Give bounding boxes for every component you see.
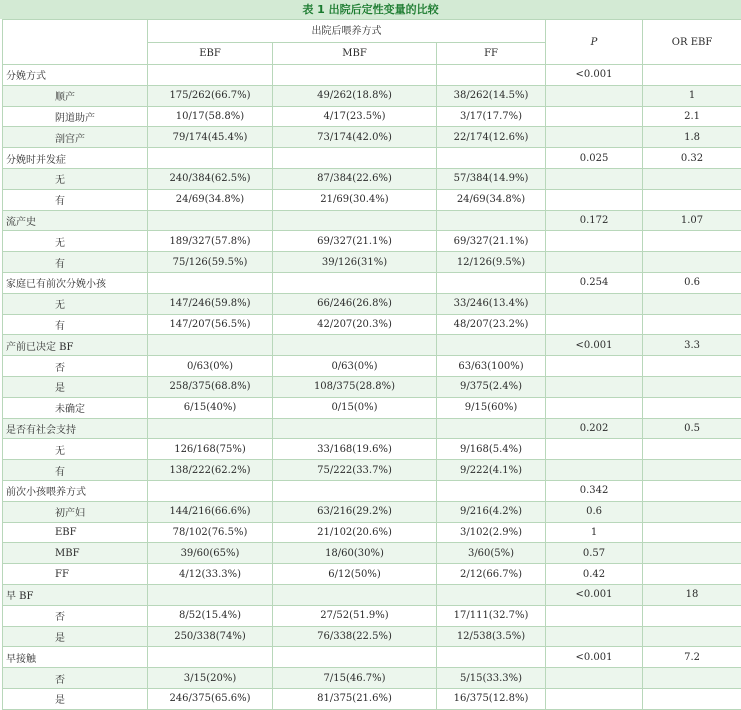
row-label: 早接触: [3, 647, 148, 668]
ebf-cell: [148, 418, 273, 439]
or-cell: [643, 168, 741, 189]
mbf-cell: 75/222(33.7%): [273, 460, 437, 481]
row-label: 未确定: [3, 397, 148, 418]
ff-cell: [437, 335, 546, 356]
ebf-cell: [148, 272, 273, 293]
p-value-cell: 0.6: [546, 501, 643, 522]
mbf-cell: 76/338(22.5%): [273, 626, 437, 647]
ebf-cell: 39/60(65%): [148, 543, 273, 564]
row-label: 产前已决定 BF: [3, 335, 148, 356]
ff-cell: 57/384(14.9%): [437, 168, 546, 189]
p-value-cell: [546, 106, 643, 127]
row-label: 有: [3, 189, 148, 210]
ebf-cell: 8/52(15.4%): [148, 605, 273, 626]
ebf-cell: [148, 480, 273, 501]
p-value-cell: 1: [546, 522, 643, 543]
row-label: 有: [3, 314, 148, 335]
mbf-cell: 69/327(21.1%): [273, 231, 437, 252]
ff-cell: 5/15(33.3%): [437, 668, 546, 689]
ebf-cell: [148, 210, 273, 231]
ebf-cell: [148, 335, 273, 356]
p-value-cell: 0.202: [546, 418, 643, 439]
table-row: [3, 293, 741, 314]
or-cell: [643, 356, 741, 377]
ff-cell: 17/111(32.7%): [437, 605, 546, 626]
ebf-cell: 175/262(66.7%): [148, 85, 273, 106]
ebf-cell: 258/375(68.8%): [148, 376, 273, 397]
ff-cell: 3/17(17.7%): [437, 106, 546, 127]
p-value-cell: [546, 376, 643, 397]
mbf-cell: 0/63(0%): [273, 356, 437, 377]
mbf-cell: 42/207(20.3%): [273, 314, 437, 335]
table-row: [3, 668, 741, 689]
row-label: 是: [3, 688, 148, 709]
row-label: EBF: [3, 522, 148, 543]
or-cell: [643, 397, 741, 418]
p-value-cell: <0.001: [546, 647, 643, 668]
ff-cell: 48/207(23.2%): [437, 314, 546, 335]
ebf-cell: 24/69(34.8%): [148, 189, 273, 210]
row-label: 前次小孩喂养方式: [3, 480, 148, 501]
or-cell: [643, 65, 741, 86]
mbf-cell: 66/246(26.8%): [273, 293, 437, 314]
mbf-cell: [273, 418, 437, 439]
row-label: 无: [3, 231, 148, 252]
p-value-cell: [546, 252, 643, 273]
ff-cell: 12/126(9.5%): [437, 252, 546, 273]
table-row: [3, 85, 741, 106]
mbf-cell: 21/102(20.6%): [273, 522, 437, 543]
table-row: [3, 501, 741, 522]
ff-cell: 3/102(2.9%): [437, 522, 546, 543]
p-value-cell: [546, 168, 643, 189]
ff-cell: [437, 480, 546, 501]
mbf-cell: 39/126(31%): [273, 252, 437, 273]
mbf-cell: [273, 210, 437, 231]
or-cell: [643, 376, 741, 397]
p-value-cell: 0.342: [546, 480, 643, 501]
row-label: 否: [3, 668, 148, 689]
or-cell: 0.32: [643, 148, 741, 169]
mbf-cell: 81/375(21.6%): [273, 688, 437, 709]
row-label: 分娩方式: [3, 65, 148, 86]
or-cell: [643, 252, 741, 273]
row-label: 是: [3, 626, 148, 647]
row-label: 剖宫产: [3, 127, 148, 148]
ff-cell: 16/375(12.8%): [437, 688, 546, 709]
p-value-cell: [546, 189, 643, 210]
ff-cell: [437, 647, 546, 668]
mbf-cell: 108/375(28.8%): [273, 376, 437, 397]
ebf-cell: 138/222(62.2%): [148, 460, 273, 481]
p-value-cell: [546, 85, 643, 106]
or-cell: [643, 293, 741, 314]
ff-cell: 24/69(34.8%): [437, 189, 546, 210]
ff-cell: 2/12(66.7%): [437, 564, 546, 585]
ff-cell: 12/538(3.5%): [437, 626, 546, 647]
ebf-cell: [148, 647, 273, 668]
ebf-cell: 6/15(40%): [148, 397, 273, 418]
ebf-cell: [148, 65, 273, 86]
row-label: 顺产: [3, 85, 148, 106]
mbf-cell: [273, 335, 437, 356]
or-cell: 0.6: [643, 272, 741, 293]
table-row: [3, 397, 741, 418]
table-row: [3, 252, 741, 273]
or-cell: [643, 605, 741, 626]
mbf-cell: 6/12(50%): [273, 564, 437, 585]
table-row: [3, 272, 741, 293]
ff-cell: [437, 65, 546, 86]
p-header: P: [546, 20, 643, 65]
p-value-cell: [546, 397, 643, 418]
or-cell: [643, 564, 741, 585]
ff-cell: 9/168(5.4%): [437, 439, 546, 460]
row-label: 无: [3, 293, 148, 314]
ff-cell: [437, 210, 546, 231]
ebf-cell: 240/384(62.5%): [148, 168, 273, 189]
or-cell: [643, 626, 741, 647]
table-row: [3, 460, 741, 481]
ff-cell: 3/60(5%): [437, 543, 546, 564]
row-label: FF: [3, 564, 148, 585]
row-label: 有: [3, 460, 148, 481]
mbf-cell: 4/17(23.5%): [273, 106, 437, 127]
ebf-cell: [148, 584, 273, 605]
or-cell: [643, 522, 741, 543]
ff-header: FF: [437, 43, 546, 65]
row-label: 流产史: [3, 210, 148, 231]
table-row: [3, 148, 741, 169]
ff-cell: 9/375(2.4%): [437, 376, 546, 397]
or-cell: [643, 460, 741, 481]
mbf-cell: 33/168(19.6%): [273, 439, 437, 460]
mbf-cell: [273, 584, 437, 605]
p-value-cell: [546, 356, 643, 377]
p-value-cell: [546, 293, 643, 314]
row-label: 否: [3, 356, 148, 377]
p-value-cell: [546, 668, 643, 689]
ebf-cell: 246/375(65.6%): [148, 688, 273, 709]
ebf-cell: 250/338(74%): [148, 626, 273, 647]
or-cell: [643, 439, 741, 460]
ebf-cell: [148, 148, 273, 169]
ff-cell: [437, 584, 546, 605]
row-label: 是: [3, 376, 148, 397]
ff-cell: [437, 418, 546, 439]
ff-cell: 9/15(60%): [437, 397, 546, 418]
comparison-table: [2, 19, 741, 710]
table-row: [3, 688, 741, 709]
or-cell: [643, 688, 741, 709]
or-cell: [643, 480, 741, 501]
p-value-cell: 0.025: [546, 148, 643, 169]
ff-cell: 9/216(4.2%): [437, 501, 546, 522]
mbf-cell: 63/216(29.2%): [273, 501, 437, 522]
ff-cell: 63/63(100%): [437, 356, 546, 377]
or-cell: 0.5: [643, 418, 741, 439]
or-cell: 1.07: [643, 210, 741, 231]
mbf-cell: [273, 480, 437, 501]
table-row: [3, 480, 741, 501]
table-row: [3, 522, 741, 543]
table-row: [3, 376, 741, 397]
mbf-cell: 7/15(46.7%): [273, 668, 437, 689]
or-cell: 1: [643, 85, 741, 106]
row-label: 是否有社会支持: [3, 418, 148, 439]
ebf-cell: 144/216(66.6%): [148, 501, 273, 522]
or-cell: [643, 231, 741, 252]
or-cell: 3.3: [643, 335, 741, 356]
row-label: 无: [3, 168, 148, 189]
mbf-cell: 18/60(30%): [273, 543, 437, 564]
table-row: [3, 189, 741, 210]
row-label: MBF: [3, 543, 148, 564]
or-cell: 2.1: [643, 106, 741, 127]
table-row: [3, 584, 741, 605]
ebf-cell: 189/327(57.8%): [148, 231, 273, 252]
table-row: [3, 335, 741, 356]
p-value-cell: 0.254: [546, 272, 643, 293]
row-label: 分娩时并发症: [3, 148, 148, 169]
group-header: 出院后喂养方式: [148, 20, 546, 43]
table-row: [3, 210, 741, 231]
or-cell: [643, 189, 741, 210]
table-row: [3, 647, 741, 668]
table-row: [3, 356, 741, 377]
or-cell: [643, 543, 741, 564]
ff-cell: 9/222(4.1%): [437, 460, 546, 481]
mbf-cell: 21/69(30.4%): [273, 189, 437, 210]
p-value-cell: [546, 127, 643, 148]
row-label: 有: [3, 252, 148, 273]
table-row: [3, 127, 741, 148]
ff-cell: [437, 148, 546, 169]
mbf-cell: 27/52(51.9%): [273, 605, 437, 626]
p-value-cell: 0.57: [546, 543, 643, 564]
ebf-header: EBF: [148, 43, 273, 65]
mbf-cell: 0/15(0%): [273, 397, 437, 418]
mbf-cell: [273, 647, 437, 668]
ebf-cell: 4/12(33.3%): [148, 564, 273, 585]
ebf-cell: 147/246(59.8%): [148, 293, 273, 314]
or-cell: 7.2: [643, 647, 741, 668]
or-cell: 1.8: [643, 127, 741, 148]
mbf-header: MBF: [273, 43, 437, 65]
row-label: 家庭已有前次分娩小孩: [3, 272, 148, 293]
row-label: 阴道助产: [3, 106, 148, 127]
mbf-cell: 87/384(22.6%): [273, 168, 437, 189]
table-row: [3, 418, 741, 439]
p-value-cell: [546, 460, 643, 481]
table-body: [3, 65, 741, 710]
p-value-cell: [546, 231, 643, 252]
ebf-cell: 0/63(0%): [148, 356, 273, 377]
table-row: [3, 626, 741, 647]
p-value-cell: <0.001: [546, 65, 643, 86]
table-row: [3, 439, 741, 460]
table-row: [3, 543, 741, 564]
mbf-cell: 49/262(18.8%): [273, 85, 437, 106]
table-caption: 表 1 出院后定性变量的比较: [0, 0, 741, 19]
ff-cell: 33/246(13.4%): [437, 293, 546, 314]
header-blank-cell: [3, 20, 148, 65]
or-cell: [643, 668, 741, 689]
ebf-cell: 147/207(56.5%): [148, 314, 273, 335]
ff-cell: 38/262(14.5%): [437, 85, 546, 106]
or-cell: [643, 314, 741, 335]
ebf-cell: 79/174(45.4%): [148, 127, 273, 148]
table-row: [3, 106, 741, 127]
table-row: [3, 564, 741, 585]
mbf-cell: [273, 148, 437, 169]
ebf-cell: 126/168(75%): [148, 439, 273, 460]
table-row: [3, 65, 741, 86]
ff-cell: 22/174(12.6%): [437, 127, 546, 148]
row-label: 早 BF: [3, 584, 148, 605]
table-row: [3, 168, 741, 189]
p-value-cell: [546, 314, 643, 335]
or-cell: [643, 501, 741, 522]
table-row: [3, 605, 741, 626]
p-value-cell: [546, 626, 643, 647]
p-value-cell: 0.42: [546, 564, 643, 585]
ebf-cell: 78/102(76.5%): [148, 522, 273, 543]
ebf-cell: 75/126(59.5%): [148, 252, 273, 273]
p-value-cell: [546, 605, 643, 626]
p-value-cell: <0.001: [546, 335, 643, 356]
table-row: [3, 314, 741, 335]
p-value-cell: [546, 439, 643, 460]
or-cell: 18: [643, 584, 741, 605]
p-value-cell: [546, 688, 643, 709]
ff-cell: 69/327(21.1%): [437, 231, 546, 252]
p-value-cell: 0.172: [546, 210, 643, 231]
row-label: 无: [3, 439, 148, 460]
or-header: OR EBF: [643, 20, 741, 65]
row-label: 否: [3, 605, 148, 626]
ebf-cell: 3/15(20%): [148, 668, 273, 689]
row-label: 初产妇: [3, 501, 148, 522]
mbf-cell: [273, 65, 437, 86]
ebf-cell: 10/17(58.8%): [148, 106, 273, 127]
table-row: [3, 231, 741, 252]
ff-cell: [437, 272, 546, 293]
p-value-cell: <0.001: [546, 584, 643, 605]
mbf-cell: 73/174(42.0%): [273, 127, 437, 148]
mbf-cell: [273, 272, 437, 293]
